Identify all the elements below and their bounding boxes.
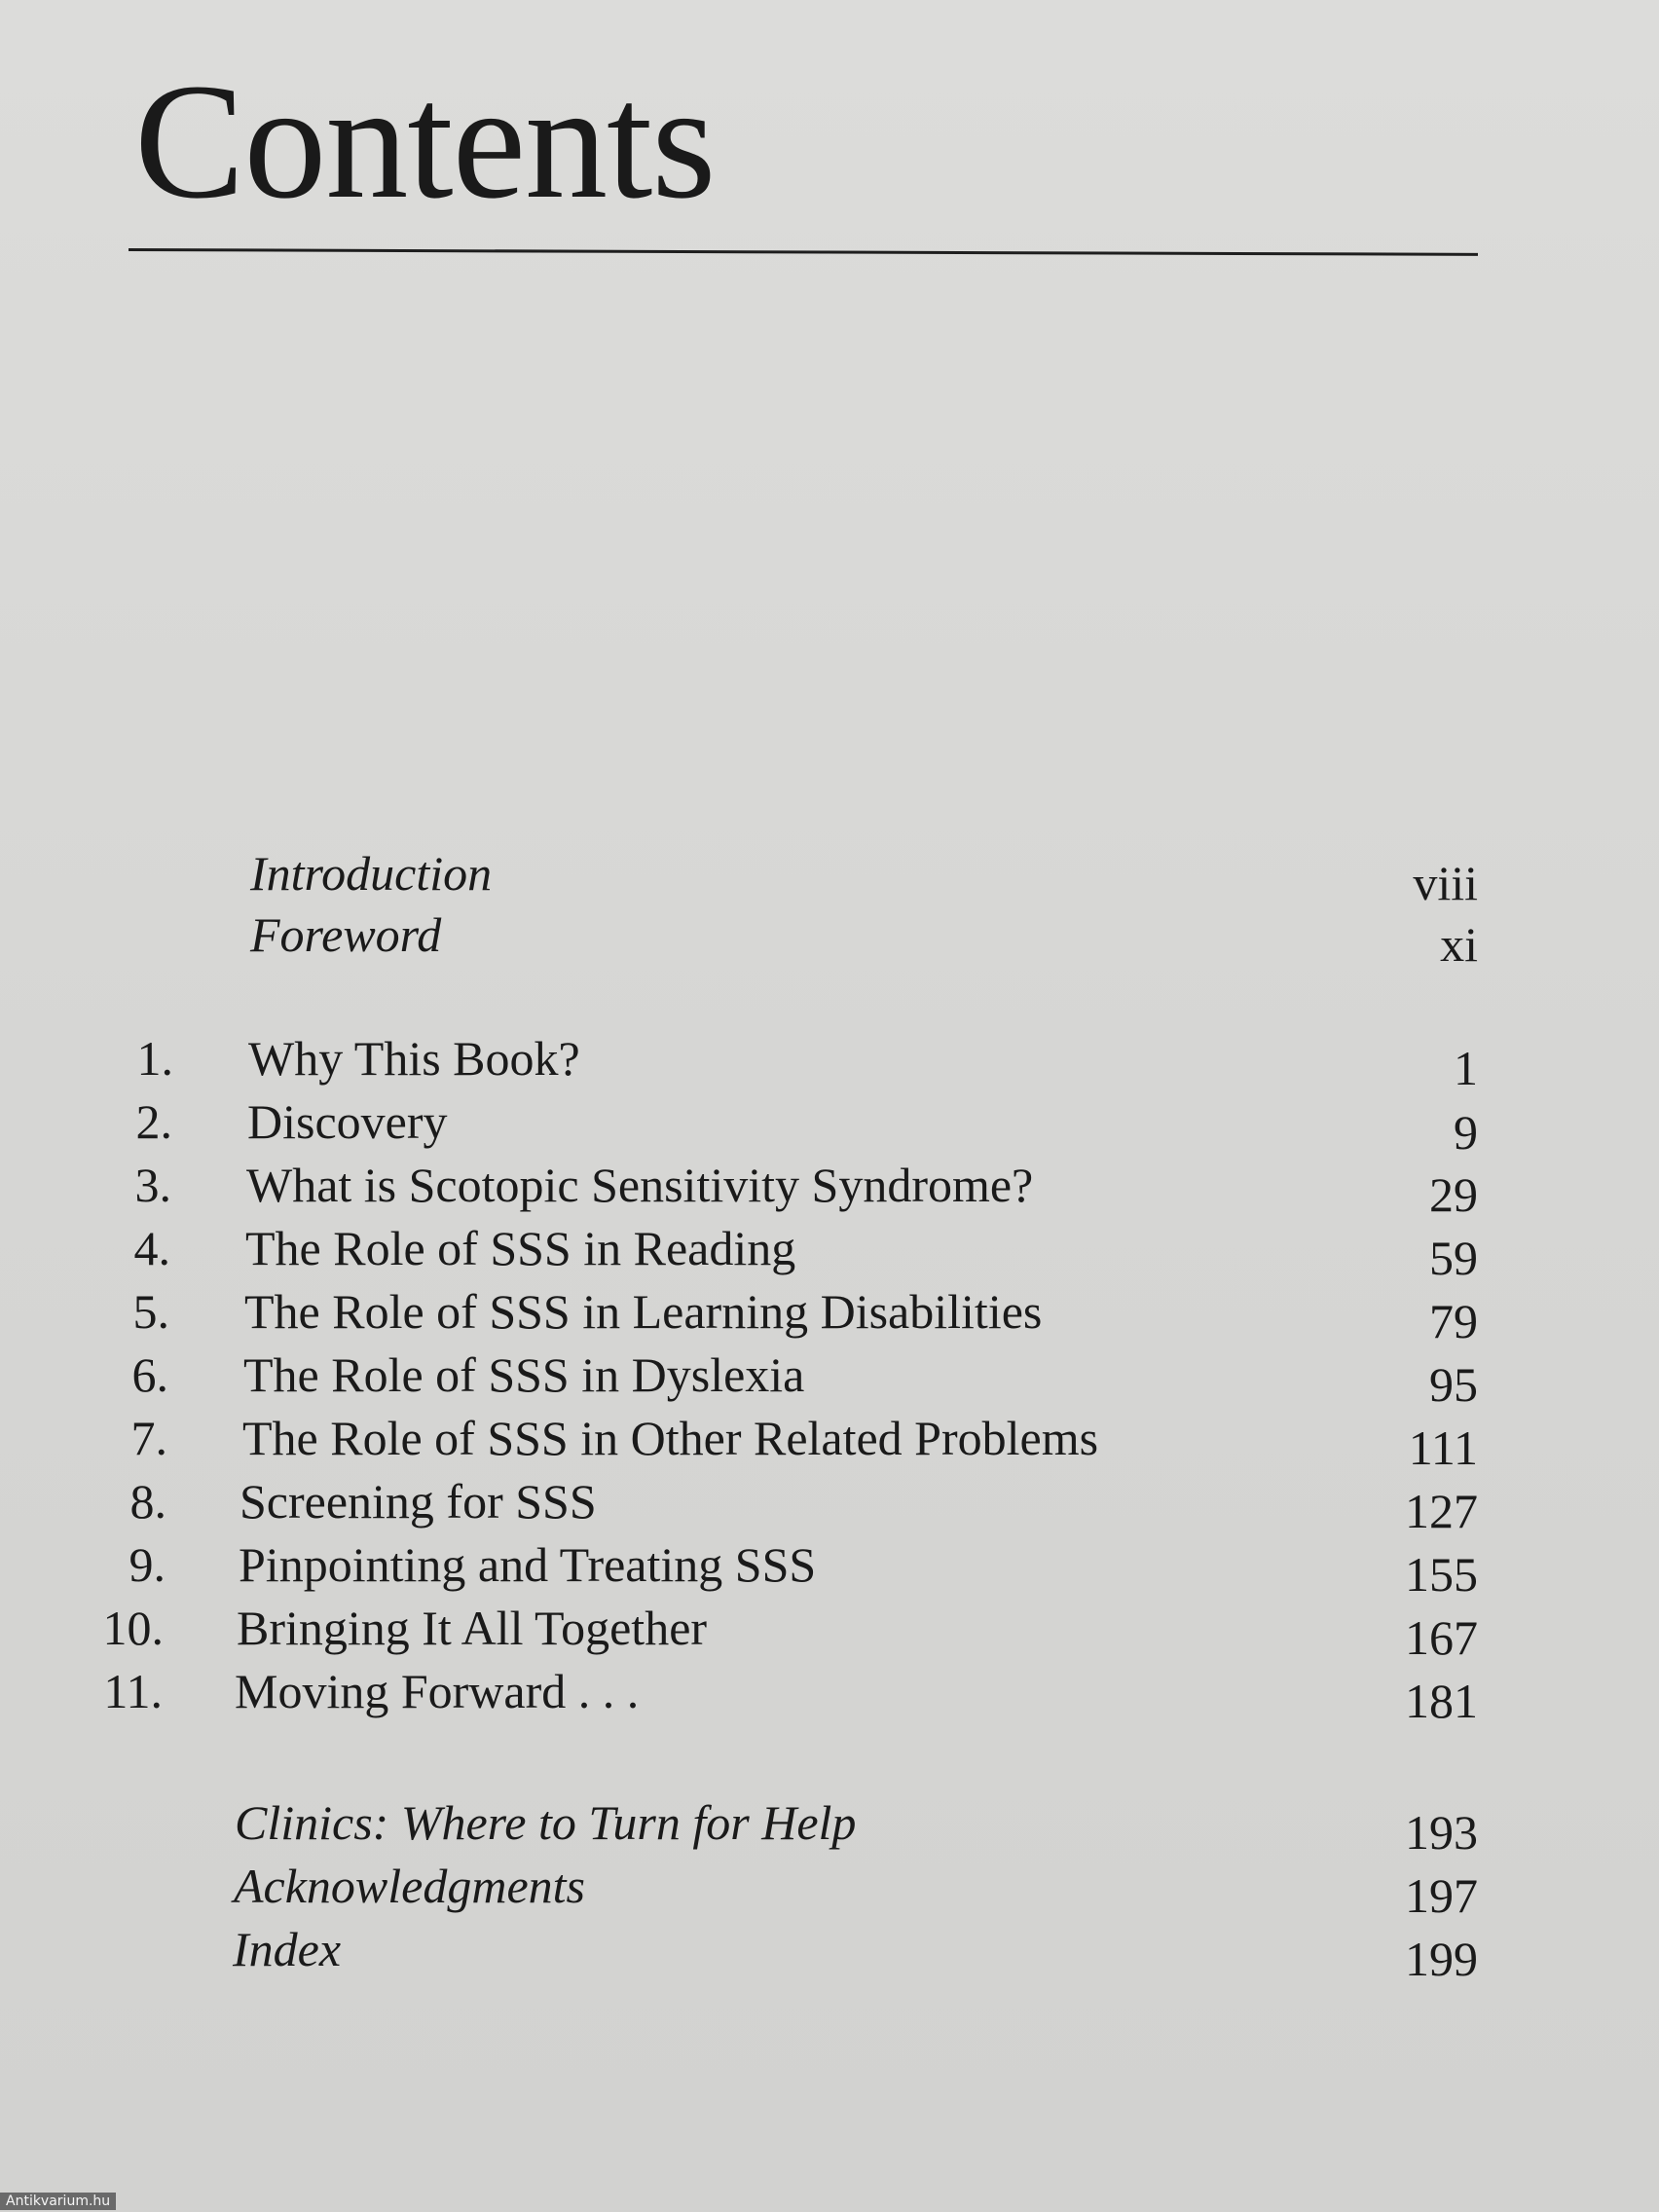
chapter-page: 29 [1429,1167,1478,1222]
chapter-title: Screening for SSS [240,1474,597,1529]
chapter-page: 181 [1405,1674,1478,1728]
chapter-page: 79 [1429,1294,1478,1348]
chapter-page: 59 [1429,1231,1478,1285]
chapter-title: What is Scotopic Sensitivity Syndrome? [246,1158,1034,1212]
page-title: Contents [134,50,716,233]
back-matter-page: 193 [1405,1805,1478,1860]
chapter-page: 155 [1405,1547,1478,1602]
back-matter-title: Acknowledgments [234,1859,586,1913]
title-rule [129,248,1478,256]
back-matter-title: Clinics: Where to Turn for Help [235,1795,857,1850]
watermark: Antikvarium.hu [0,2193,116,2210]
front-matter-page: xi [1440,917,1478,972]
chapter-number: 3. [134,1158,171,1212]
chapter-page: 127 [1405,1484,1478,1538]
chapter-title: The Role of SSS in Other Related Problems [242,1411,1099,1465]
back-matter-page: 197 [1405,1868,1478,1923]
chapter-number: 8. [129,1474,166,1529]
chapter-title: Moving Forward . . . [235,1664,640,1718]
chapter-title: The Role of SSS in Reading [245,1221,796,1275]
chapter-title: Why This Book? [248,1031,580,1086]
chapter-page: 111 [1408,1420,1478,1475]
chapter-page: 9 [1454,1105,1478,1160]
front-matter-title: Foreword [250,907,442,962]
chapter-number: 5. [132,1284,169,1339]
chapter-number: 6. [131,1347,168,1402]
chapter-page: 95 [1429,1357,1478,1412]
chapter-number: 9. [129,1537,166,1592]
chapter-number: 10. [102,1601,164,1655]
chapter-number: 1. [136,1031,173,1086]
chapter-title: Discovery [247,1094,448,1149]
chapter-page: 1 [1454,1041,1478,1095]
chapter-title: The Role of SSS in Dyslexia [243,1347,805,1402]
chapter-title: The Role of SSS in Learning Disabilities [244,1284,1043,1339]
front-matter-title: Introduction [250,846,493,901]
chapter-number: 11. [103,1664,163,1718]
back-matter-page: 199 [1405,1932,1478,1986]
chapter-number: 4. [133,1221,170,1275]
chapter-title: Pinpointing and Treating SSS [239,1537,817,1592]
front-matter-page: viii [1413,856,1478,910]
chapter-number: 2. [135,1094,172,1149]
back-matter-title: Index [233,1922,342,1976]
chapter-number: 7. [130,1411,167,1465]
chapter-page: 167 [1405,1610,1478,1665]
chapter-title: Bringing It All Together [237,1601,708,1655]
